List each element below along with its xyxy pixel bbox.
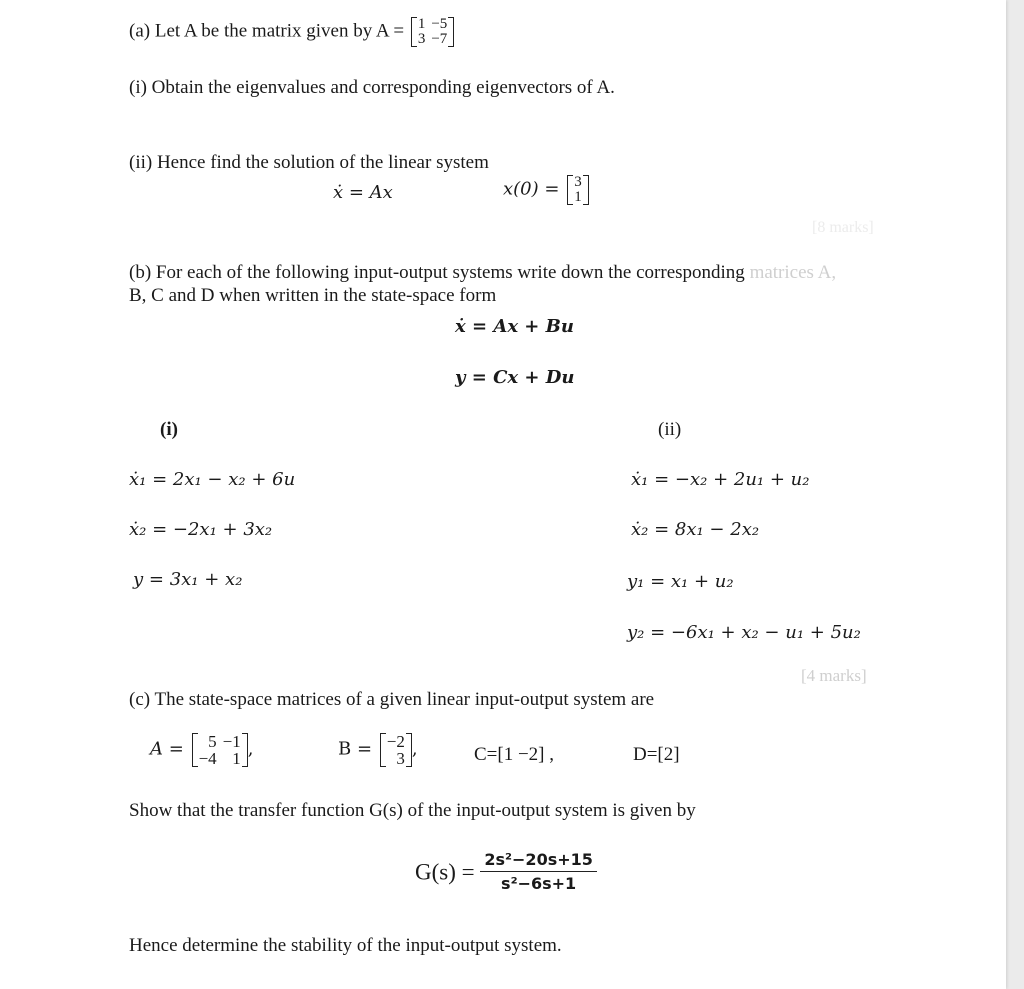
transfer-function-prompt: Show that the transfer function G(s) of the input-output system is given by [129,800,696,821]
stability-question: Hence determine the stability of the input-output system. [129,935,562,956]
marks-faded-a: [8 marks] [812,219,874,236]
matrix-c-a-label: A = [150,738,184,760]
vector-cell: 3 [574,174,582,190]
system-i-label: (i) [160,419,178,440]
system-ii-eq3: y₁ = x₁ + u₂ [627,571,734,592]
transfer-function-fraction [480,852,597,892]
system-i-eq3: y = 3x₁ + x₂ [133,569,243,590]
system-ii-eq2: ẋ₂ = 8x₁ − 2x₂ [631,519,760,540]
part-a-statement: (a) Let A be the matrix given by A = [129,20,405,42]
part-c-intro: (c) The state-space matrices of a given linear input-output system are [129,689,655,710]
matrix-cell: 5 [208,732,217,751]
initial-condition-vector [567,175,589,205]
system-ii-eq1: ẋ₁ = −x₂ + 2u₁ + u₂ [631,469,810,490]
linear-system-equation: ẋ = Ax [333,182,393,203]
matrix-c-b [380,733,412,767]
matrix-cell: −4 [198,749,217,768]
matrix-a-cell: −7 [431,31,448,47]
matrix-c-d: D=[2] [633,744,680,765]
part-a-statement-row [129,17,454,47]
matrix-a-cell: −5 [431,16,448,32]
vector-cell: 1 [574,189,582,205]
matrix-cell: 1 [232,749,241,768]
transfer-function-numerator: 2s²−20s+15 [480,852,597,872]
matrix-c-b-row: B = −2 3 , [338,732,418,768]
system-i-eq1: ẋ₁ = 2x₁ − x₂ + 6u [129,469,296,490]
part-b-line1-faded: matrices A, [749,262,837,283]
matrix-a-cell: 3 [417,31,426,47]
matrix-c-b-label: B = [338,738,373,760]
initial-condition-label: x(0) = [503,178,560,200]
system-ii-label: (ii) [658,419,682,440]
part-b-line1-text: (b) For each of the following input-output systems write down the corresponding [129,262,745,283]
output-equation: y = Cx + Du [455,367,575,388]
transfer-function-label: G(s) = [415,859,475,885]
initial-condition [503,175,589,205]
matrix-a [411,17,454,47]
question-a-i: (i) Obtain the eigenvalues and corresponding eigenvectors of A. [129,77,615,98]
marks-b: [4 marks] [801,666,867,685]
transfer-function-row [415,852,597,892]
matrix-c-c: C=[1 −2] , [474,744,555,765]
part-b-line2: B, C and D when written in the state-space form [129,285,497,306]
part-b-line1 [129,263,836,282]
transfer-function-denominator: s²−6s+1 [501,874,577,893]
system-i-eq2: ẋ₂ = −2x₁ + 3x₂ [129,519,273,540]
matrix-cell: −1 [222,732,241,751]
question-a-ii: (ii) Hence find the solution of the linear system [129,152,489,173]
matrix-cell: 3 [396,749,405,768]
system-ii-eq4: y₂ = −6x₁ + x₂ − u₁ + 5u₂ [627,622,861,643]
matrix-a-cell: 1 [417,16,426,32]
state-equation: ẋ = Ax + Bu [455,316,574,337]
matrix-cell: −2 [386,732,405,751]
matrix-c-a [192,733,248,767]
matrix-c-a-row: A = 5 −1 −4 1 , [150,732,254,768]
